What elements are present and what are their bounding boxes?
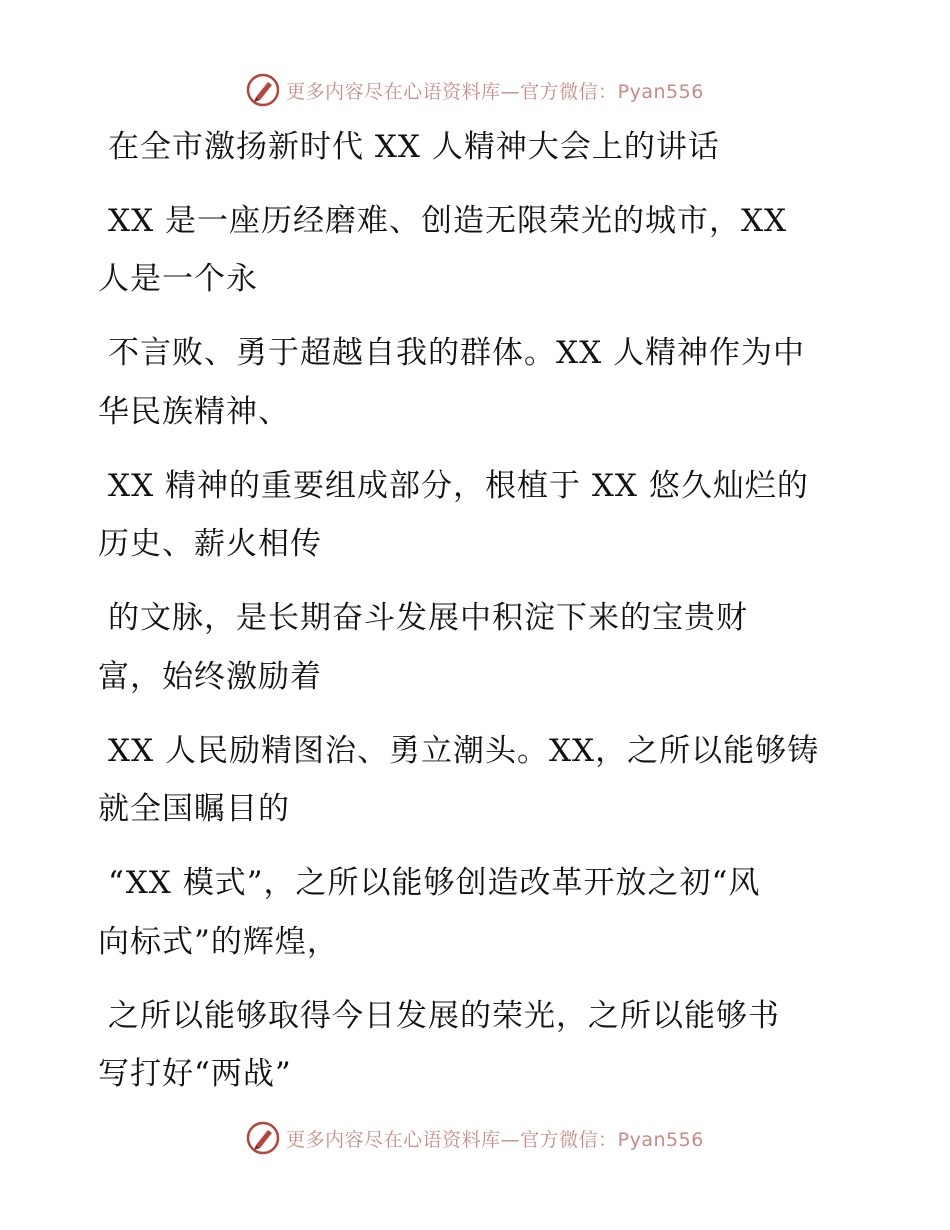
watermark-banner-bottom bbox=[0, 1118, 950, 1158]
paragraph-line: 华民族精神、 bbox=[98, 394, 290, 430]
paragraph-line: 写打好“两战” bbox=[98, 1056, 292, 1092]
document-title: 在全市激扬新时代 XX 人精神大会上的讲话 bbox=[108, 129, 720, 165]
watermark-text: 更多内容尽在心语资料库—官方微信：Pyan556 bbox=[286, 1128, 704, 1151]
paragraph-line: 历史、薪火相传 bbox=[98, 526, 322, 562]
paragraph-line: 富，始终激励着 bbox=[98, 659, 322, 695]
paragraph-line: 人是一个永 bbox=[98, 261, 258, 297]
watermark-text: 更多内容尽在心语资料库—官方微信：Pyan556 bbox=[286, 80, 704, 103]
paragraph-line: “XX 模式”，之所以能够创造改革开放之初“风 bbox=[108, 865, 761, 901]
paragraph-line: 之所以能够取得今日发展的荣光，之所以能够书 bbox=[108, 998, 780, 1034]
paragraph-line: 就全国瞩目的 bbox=[98, 791, 290, 827]
paragraph-line: 的文脉，是长期奋斗发展中积淀下来的宝贵财 bbox=[108, 600, 748, 636]
pen-logo-icon bbox=[246, 1121, 280, 1155]
paragraph-line: 向标式”的辉煌， bbox=[98, 924, 339, 960]
paragraph-line: XX 精神的重要组成部分，根植于 XX 悠久灿烂的 bbox=[108, 468, 809, 504]
paragraph-line: 不言败、勇于超越自我的群体。XX 人精神作为中 bbox=[108, 335, 805, 371]
paragraph-line: XX 是一座历经磨难、创造无限荣光的城市，XX bbox=[108, 203, 788, 239]
paragraph-line: XX 人民励精图治、勇立潮头。XX，之所以能够铸 bbox=[108, 733, 820, 769]
